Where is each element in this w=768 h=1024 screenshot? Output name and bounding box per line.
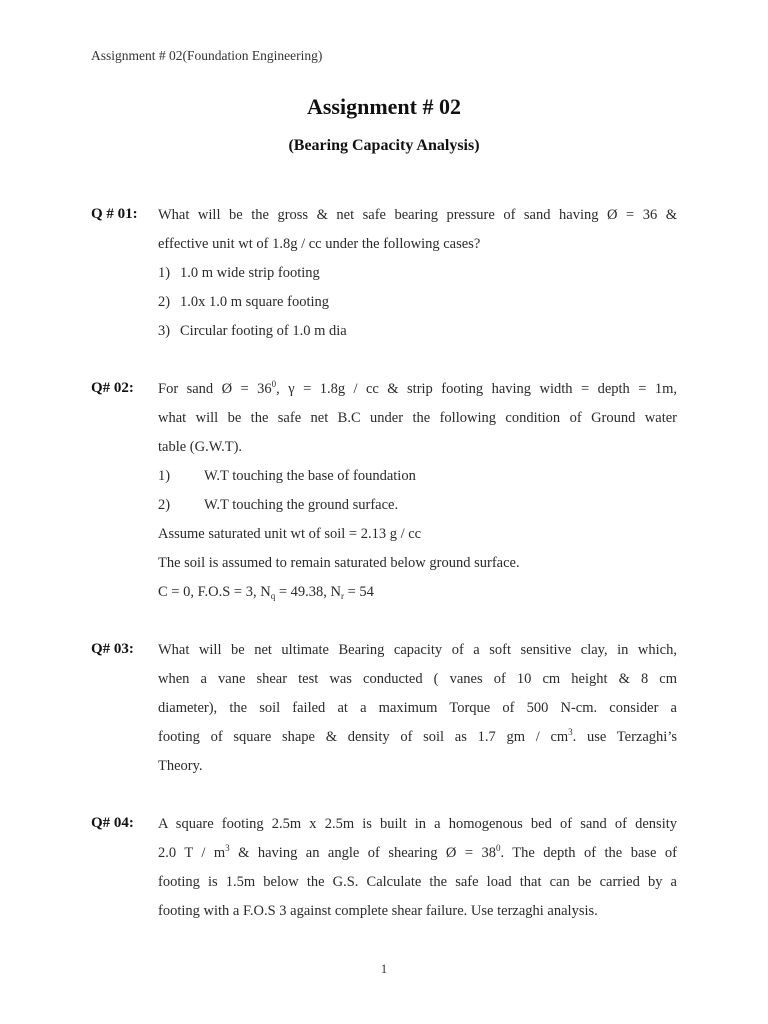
list-item-text: 1.0 m wide strip footing — [180, 265, 320, 281]
text-segment: footing of square shape & density of soil as 1.7 gm / cm — [158, 729, 569, 745]
text-segment: 2.0 T / m — [158, 845, 226, 861]
superscript: 0 — [271, 379, 277, 389]
question-2-item-2 — [158, 497, 677, 514]
assignment-title: Assignment # 02 — [306, 94, 461, 119]
question-2-item-1 — [158, 468, 677, 485]
question-3-text-line-3: diameter), the soil failed at a maximum Torque of 500 N-cm. consider a — [158, 700, 677, 716]
superscript: 3 — [568, 727, 573, 737]
subscript: r — [340, 591, 344, 601]
question-3-text-line-1: What will be net ultimate Bearing capacity of a soft sensitive clay, in which, — [158, 642, 677, 658]
text-segment: . use Terzaghi’s — [572, 729, 677, 745]
question-2-label: Q# 02: — [91, 380, 134, 396]
list-item-text: 1.0x 1.0 m square footing — [180, 294, 330, 310]
question-4-text-line-2 — [158, 845, 677, 862]
question-2-text-line-8 — [158, 584, 677, 601]
question-2-text-line-3: table (G.W.T). — [158, 439, 243, 455]
question-2-text-line-6: Assume saturated unit wt of soil = 2.13 g / cc — [158, 526, 422, 542]
text-segment: = 49.38, N — [275, 584, 341, 600]
list-item-text: W.T touching the ground surface. — [204, 497, 399, 513]
superscript: 3 — [225, 843, 230, 853]
question-2-text-line-2: what will be the safe net B.C under the following condition of Ground water — [158, 410, 677, 426]
question-3-text-line-4 — [158, 729, 677, 746]
question-4-text-line-4: footing with a F.O.S 3 against complete shear failure. Use terzaghi analysis. — [158, 903, 598, 919]
list-item-number: 2) — [158, 497, 171, 513]
question-4-text-line-3: footing is 1.5m below the G.S. Calculate the safe load that can be carried by a — [158, 874, 677, 890]
question-1-label: Q # 01: — [91, 206, 138, 222]
question-3-text-line-2: when a vane shear test was conducted ( vanes of 10 cm height & 8 cm — [158, 671, 677, 687]
assignment-subtitle: (Bearing Capacity Analysis) — [288, 137, 480, 154]
question-4-text-line-1: A square footing 2.5m x 2.5m is built in a homogenous bed of sand of density — [158, 816, 677, 832]
list-item-text: W.T touching the base of foundation — [204, 468, 416, 484]
text-segment: For sand Ø = 36 — [158, 381, 272, 397]
list-item-number: 2) — [158, 294, 171, 310]
text-segment: & having an angle of shearing Ø = 38 — [229, 845, 496, 861]
list-item-number: 1) — [158, 468, 171, 484]
page-number: 1 — [380, 961, 388, 976]
question-1-item-3 — [158, 323, 677, 340]
text-segment: . The depth of the base of — [500, 845, 678, 861]
text-segment: C = 0, F.O.S = 3, N — [158, 584, 271, 600]
text-segment: , γ = 1.8g / cc & strip footing having width = depth = 1m, — [276, 381, 677, 397]
question-2-text-line-1 — [158, 381, 677, 398]
question-4-label: Q# 04: — [91, 815, 134, 831]
list-item-number: 3) — [158, 323, 171, 339]
question-2-text-line-7: The soil is assumed to remain saturated below ground surface. — [158, 555, 520, 571]
question-1-item-2 — [158, 294, 677, 311]
subscript: q — [270, 591, 276, 601]
question-3-text-line-5: Theory. — [158, 758, 203, 774]
question-1-text-line-1: What will be the gross & net safe bearing pressure of sand having Ø = 36 & — [158, 207, 677, 223]
list-item-number: 1) — [158, 265, 171, 281]
question-1-item-1 — [158, 265, 677, 282]
text-segment: = 54 — [343, 584, 374, 600]
running-header: Assignment # 02(Foundation Engineering) — [91, 48, 323, 63]
superscript: 0 — [495, 843, 501, 853]
list-item-text: Circular footing of 1.0 m dia — [180, 323, 347, 339]
question-3-label: Q# 03: — [91, 641, 134, 657]
question-1-text-line-2: effective unit wt of 1.8g / cc under the following cases? — [158, 236, 481, 252]
